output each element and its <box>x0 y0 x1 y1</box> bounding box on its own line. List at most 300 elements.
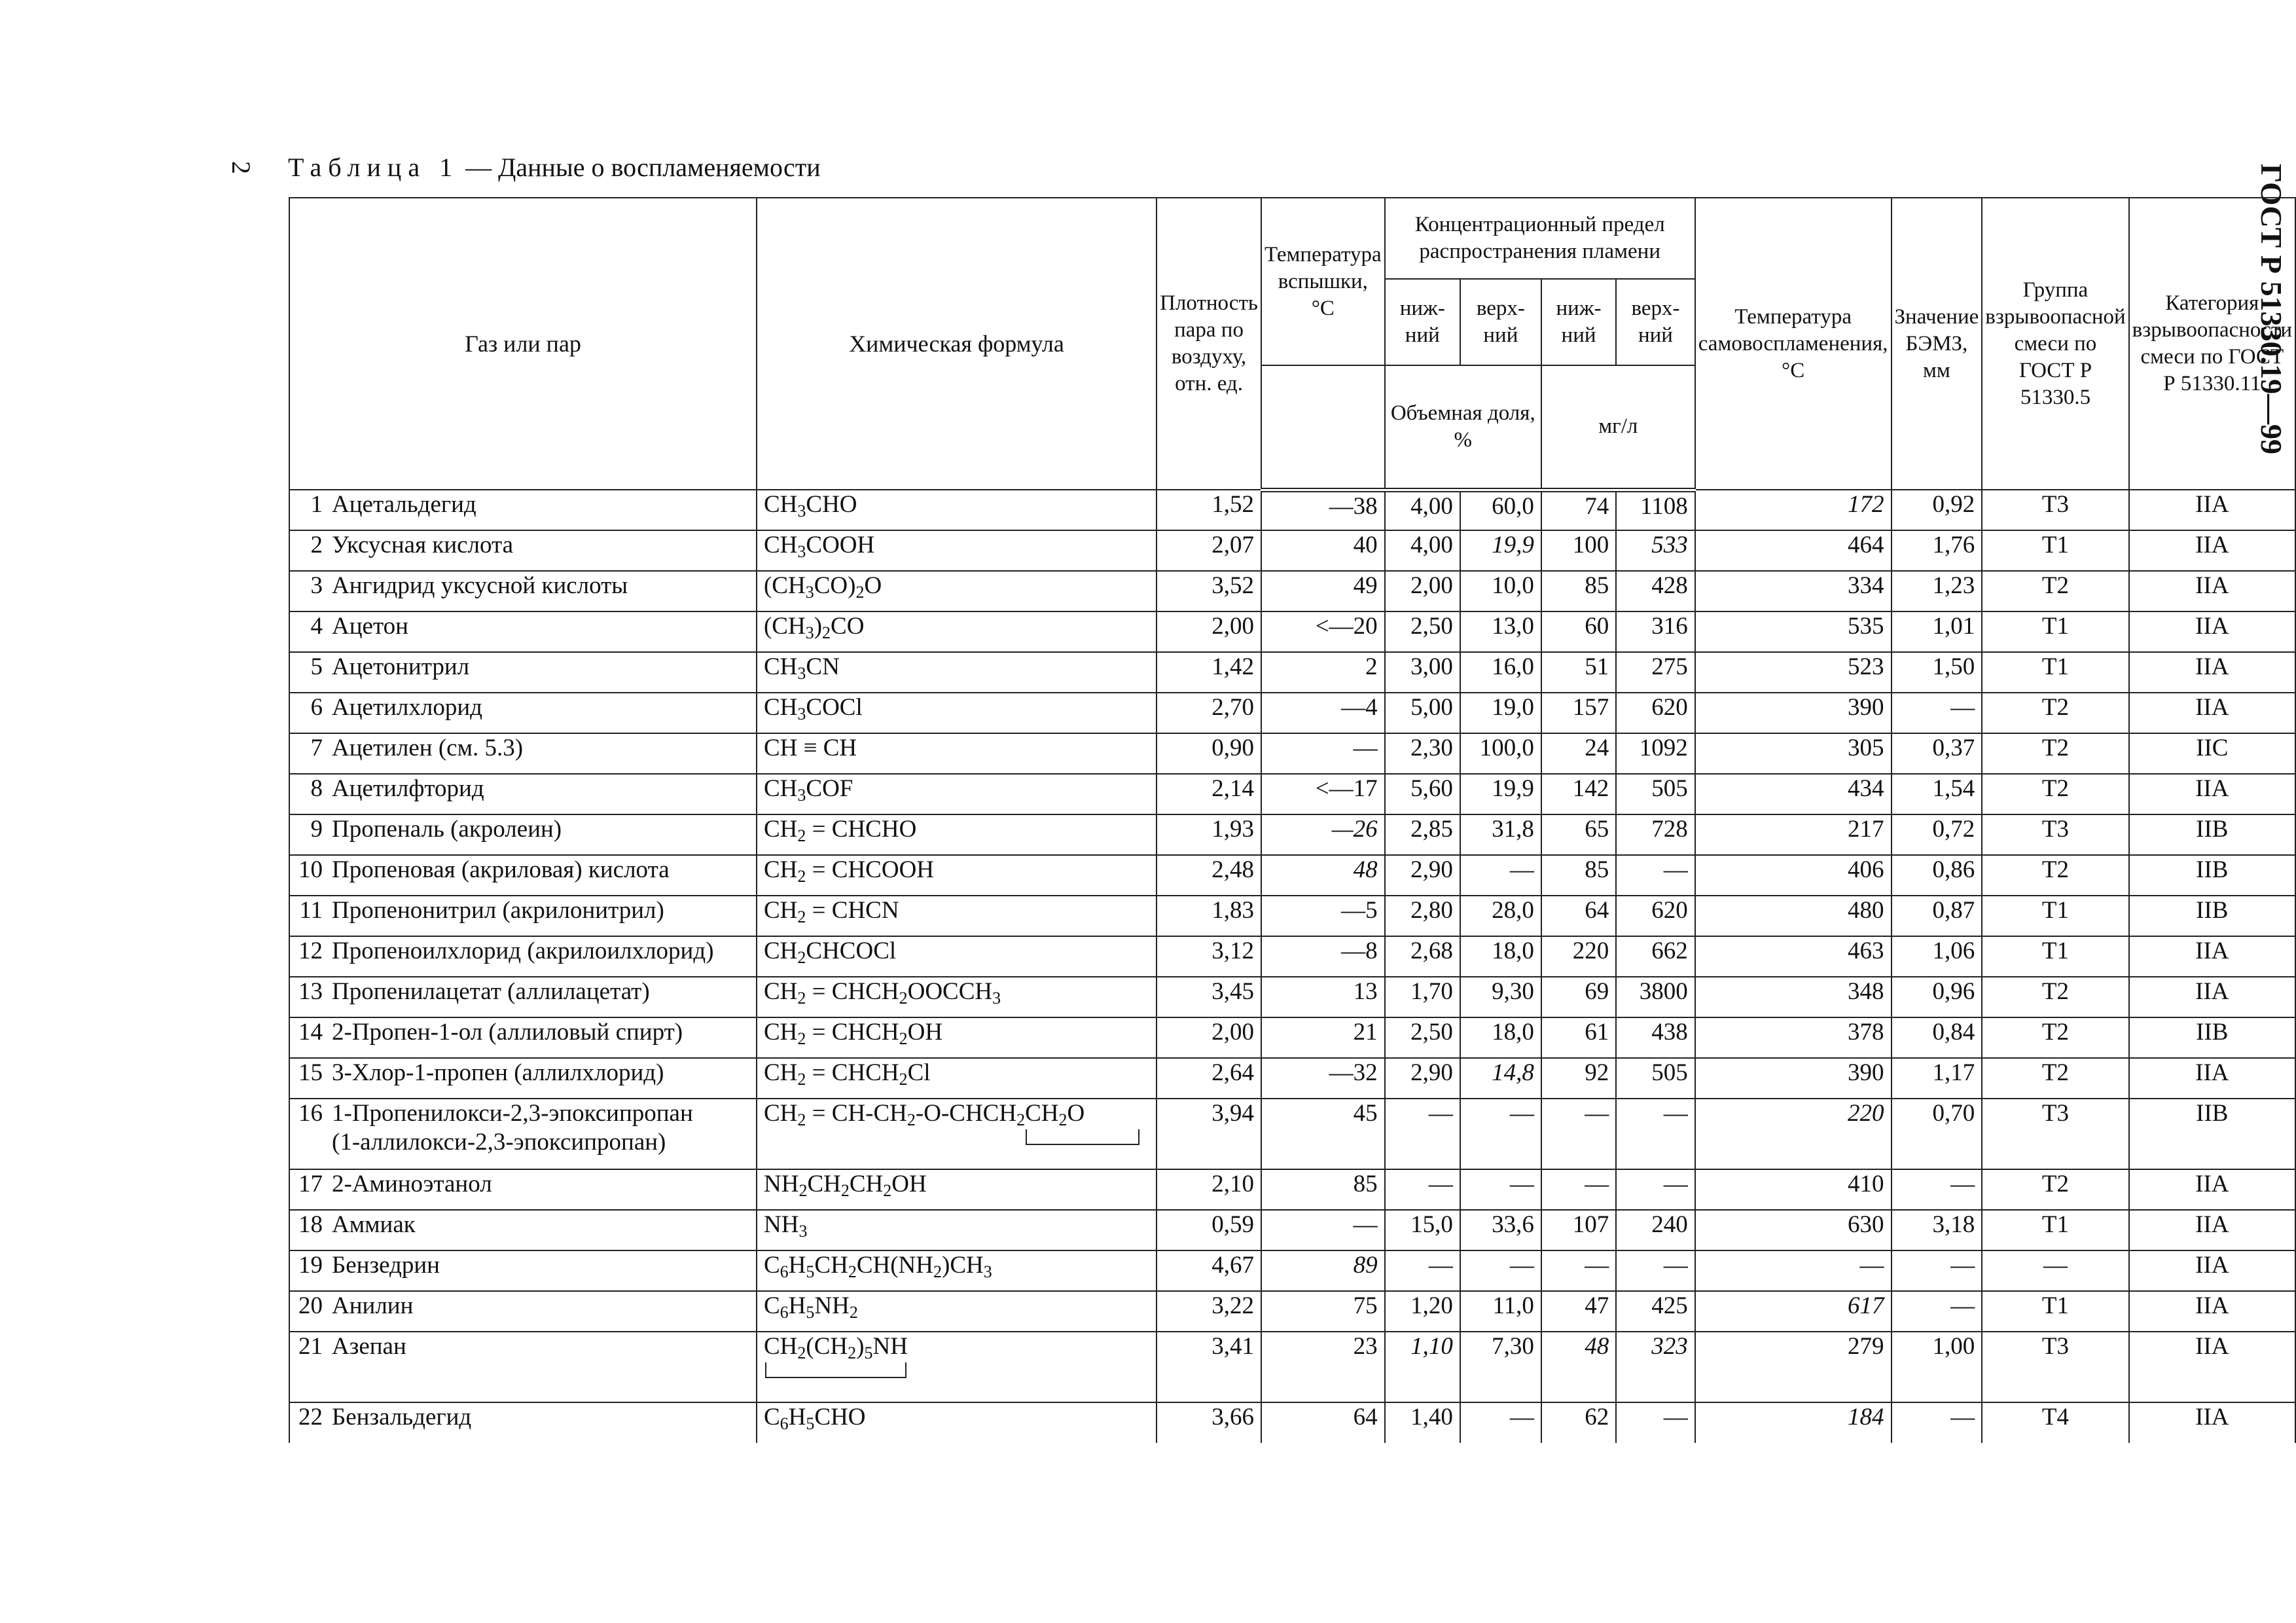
table-row <box>289 1058 2295 1099</box>
row-number: 16 <box>298 1100 323 1127</box>
cell-mg-high: 1108 <box>1616 490 1695 530</box>
cell-formula <box>757 1169 1157 1210</box>
cell-gas-name <box>289 1402 757 1443</box>
gas-name: Пропеноилхлорид (акрилоилхлорид) <box>332 938 714 964</box>
row-number: 3 <box>310 572 323 599</box>
cell-vol-high: 7,30 <box>1460 1332 1541 1402</box>
cell-density: 2,64 <box>1157 1058 1261 1099</box>
cell-formula <box>757 896 1157 936</box>
row-number: 4 <box>310 613 323 640</box>
cell-flash: —4 <box>1261 693 1385 733</box>
cell-cat: IIB <box>2129 896 2295 936</box>
cell-formula <box>757 571 1157 611</box>
row-number: 9 <box>310 816 323 843</box>
cell-mg-high: 323 <box>1616 1332 1695 1402</box>
cell-formula <box>757 977 1157 1017</box>
cell-vol-low: 5,60 <box>1385 774 1460 814</box>
cell-bemz: 1,54 <box>1892 774 1982 814</box>
cell-mg-low: 64 <box>1541 896 1616 936</box>
cell-mg-low: 62 <box>1541 1402 1616 1443</box>
table-row <box>289 611 2295 652</box>
cell-vol-high: 33,6 <box>1460 1210 1541 1250</box>
cell-vol-low: 2,68 <box>1385 936 1460 977</box>
cell-cat: IIA <box>2129 1210 2295 1250</box>
cell-vol-low: 1,20 <box>1385 1291 1460 1332</box>
cell-mg-low: 74 <box>1541 490 1616 530</box>
cell-mg-high: 428 <box>1616 571 1695 611</box>
cell-mg-high: 275 <box>1616 652 1695 693</box>
cell-vol-high: 60,0 <box>1460 490 1541 530</box>
gas-name: Бензедрин <box>332 1252 440 1279</box>
cell-cat: IIA <box>2129 1250 2295 1291</box>
cell-group: T3 <box>1982 1099 2128 1169</box>
table-row <box>289 814 2295 855</box>
row-number: 21 <box>298 1333 323 1360</box>
cell-auto: 378 <box>1695 1017 1892 1058</box>
header-group: Группа взрывоопасной смеси по ГОСТ Р 51330.5 <box>1982 198 2128 490</box>
cell-formula <box>757 1099 1157 1169</box>
cell-density: 1,93 <box>1157 814 1261 855</box>
cell-formula <box>757 936 1157 977</box>
cell-formula <box>757 652 1157 693</box>
table-row <box>289 936 2295 977</box>
cell-flash: —8 <box>1261 936 1385 977</box>
header-category: Категория взрывоопасности смеси по ГОСТ Р 51330.11 <box>2129 198 2295 490</box>
cell-auto: 480 <box>1695 896 1892 936</box>
cell-cat: IIA <box>2129 571 2295 611</box>
cell-flash: 13 <box>1261 977 1385 1017</box>
cell-group: T1 <box>1982 1291 2128 1332</box>
chemical-formula: $CH_3COF$ <box>763 775 853 805</box>
cell-mg-low: 47 <box>1541 1291 1616 1332</box>
cell-bemz: 1,06 <box>1892 936 1982 977</box>
cell-bemz: 3,18 <box>1892 1210 1982 1250</box>
cell-group: T4 <box>1982 1402 2128 1443</box>
gas-name: Пропеновая (акриловая) кислота <box>332 856 670 883</box>
cell-cat: IIA <box>2129 530 2295 571</box>
gas-name: Пропенонитрил (акрилонитрил) <box>332 897 664 924</box>
cell-vol-low: 2,00 <box>1385 571 1460 611</box>
cell-vol-high: 14,8 <box>1460 1058 1541 1099</box>
cell-density: 1,52 <box>1157 490 1261 530</box>
row-number: 20 <box>298 1292 323 1319</box>
cell-density: 2,00 <box>1157 1017 1261 1058</box>
cell-auto: 184 <box>1695 1402 1892 1443</box>
cell-mg-low: 65 <box>1541 814 1616 855</box>
cell-group: T1 <box>1982 896 2128 936</box>
cell-bemz: — <box>1892 1169 1982 1210</box>
cell-mg-high: 728 <box>1616 814 1695 855</box>
cell-vol-high: 18,0 <box>1460 1017 1541 1058</box>
cell-bemz: 1,23 <box>1892 571 1982 611</box>
cell-auto: 348 <box>1695 977 1892 1017</box>
chemical-formula: $NH_3$ <box>763 1211 808 1241</box>
table-row <box>289 652 2295 693</box>
gas-name: Ацетонитрил <box>332 653 470 680</box>
chemical-formula: $CH_2$ = CHCN <box>763 897 899 926</box>
cell-vol-low: 2,50 <box>1385 611 1460 652</box>
table-row <box>289 1099 2295 1169</box>
cell-vol-low: 2,90 <box>1385 1058 1460 1099</box>
cell-flash: 21 <box>1261 1017 1385 1058</box>
cell-mg-low: 61 <box>1541 1017 1616 1058</box>
cell-mg-high: 438 <box>1616 1017 1695 1058</box>
cell-gas-name <box>289 1017 757 1058</box>
cell-gas-name <box>289 855 757 896</box>
gas-name: 1-Пропенилокси-2,3-эпоксипропан <box>332 1100 693 1127</box>
chemical-formula: CH ≡ CH <box>763 735 857 761</box>
gas-name: Азепан <box>332 1333 406 1360</box>
table-caption-prefix: Таблица 1 <box>288 153 459 182</box>
cell-vol-low: 2,85 <box>1385 814 1460 855</box>
cell-formula <box>757 1058 1157 1099</box>
cell-mg-high: 662 <box>1616 936 1695 977</box>
cell-mg-high: 240 <box>1616 1210 1695 1250</box>
cell-mg-low: 107 <box>1541 1210 1616 1250</box>
header-vol-upper: верх-ний <box>1460 279 1541 365</box>
cell-density: 2,70 <box>1157 693 1261 733</box>
cell-mg-low: 100 <box>1541 530 1616 571</box>
cell-mg-low: 85 <box>1541 855 1616 896</box>
cell-group: T2 <box>1982 1017 2128 1058</box>
cell-formula <box>757 490 1157 530</box>
cell-auto: 279 <box>1695 1332 1892 1402</box>
cell-group: T2 <box>1982 1169 2128 1210</box>
cell-mg-low: 142 <box>1541 774 1616 814</box>
flammability-table <box>289 197 2296 1443</box>
row-number: 11 <box>299 897 323 924</box>
ring-bracket-icon <box>765 1362 906 1378</box>
cell-gas-name <box>289 611 757 652</box>
cell-auto: 463 <box>1695 936 1892 977</box>
cell-mg-low: — <box>1541 1169 1616 1210</box>
cell-density: 3,22 <box>1157 1291 1261 1332</box>
gas-name: 2-Аминоэтанол <box>332 1171 492 1197</box>
cell-vol-high: 16,0 <box>1460 652 1541 693</box>
cell-vol-low: — <box>1385 1169 1460 1210</box>
cell-formula <box>757 1291 1157 1332</box>
cell-mg-high: 533 <box>1616 530 1695 571</box>
header-gas: Газ или пар <box>289 198 757 490</box>
cell-bemz: 0,96 <box>1892 977 1982 1017</box>
cell-mg-high: — <box>1616 1099 1695 1169</box>
cell-vol-high: — <box>1460 855 1541 896</box>
cell-mg-high: 316 <box>1616 611 1695 652</box>
cell-gas-name <box>289 936 757 977</box>
cell-bemz: 1,01 <box>1892 611 1982 652</box>
cell-vol-low: 1,40 <box>1385 1402 1460 1443</box>
cell-cat: IIB <box>2129 855 2295 896</box>
cell-auto: 464 <box>1695 530 1892 571</box>
cell-vol-low: 1,70 <box>1385 977 1460 1017</box>
cell-density: 1,83 <box>1157 896 1261 936</box>
cell-auto: 617 <box>1695 1291 1892 1332</box>
cell-auto: 390 <box>1695 693 1892 733</box>
cell-density: 1,42 <box>1157 652 1261 693</box>
header-flash-point: Температура вспышки, °С <box>1261 198 1385 365</box>
cell-auto: 172 <box>1695 490 1892 530</box>
cell-vol-low: 15,0 <box>1385 1210 1460 1250</box>
cell-flash: 2 <box>1261 652 1385 693</box>
cell-group: T2 <box>1982 733 2128 774</box>
cell-cat: IIA <box>2129 1402 2295 1443</box>
cell-vol-high: 19,9 <box>1460 774 1541 814</box>
cell-flash: 23 <box>1261 1332 1385 1402</box>
cell-mg-high: 1092 <box>1616 733 1695 774</box>
cell-gas-name <box>289 1332 757 1402</box>
cell-cat: IIA <box>2129 774 2295 814</box>
cell-group: T3 <box>1982 1332 2128 1402</box>
cell-mg-low: 48 <box>1541 1332 1616 1402</box>
header-volume-fraction: Объемная доля, % <box>1385 365 1541 490</box>
cell-density: 3,45 <box>1157 977 1261 1017</box>
cell-density: 0,90 <box>1157 733 1261 774</box>
cell-gas-name <box>289 1099 757 1169</box>
header-density: Плотность пара по воздуху, отн. ед. <box>1157 198 1261 490</box>
cell-flash: 49 <box>1261 571 1385 611</box>
cell-bemz: — <box>1892 1250 1982 1291</box>
cell-gas-name <box>289 896 757 936</box>
table-caption-text: — Данные о воспламеняемости <box>459 153 821 182</box>
row-number: 6 <box>310 694 323 721</box>
cell-cat: IIA <box>2129 1291 2295 1332</box>
cell-gas-name <box>289 490 757 530</box>
cell-auto: 217 <box>1695 814 1892 855</box>
cell-formula <box>757 1402 1157 1443</box>
cell-density: 0,59 <box>1157 1210 1261 1250</box>
table-row <box>289 1291 2295 1332</box>
gas-name: Аммиак <box>332 1211 416 1238</box>
cell-flash: —26 <box>1261 814 1385 855</box>
cell-density: 2,00 <box>1157 611 1261 652</box>
cell-vol-low: — <box>1385 1250 1460 1291</box>
cell-vol-high: 100,0 <box>1460 733 1541 774</box>
cell-group: T3 <box>1982 490 2128 530</box>
cell-density: 2,48 <box>1157 855 1261 896</box>
header-bemz: Значение БЭМЗ, мм <box>1892 198 1982 490</box>
cell-bemz: 1,76 <box>1892 530 1982 571</box>
cell-bemz: — <box>1892 1402 1982 1443</box>
chemical-formula: $CH_2$ = $CHCH_2Cl$ <box>763 1059 931 1089</box>
cell-mg-low: 69 <box>1541 977 1616 1017</box>
row-number: 10 <box>298 856 323 883</box>
table-row <box>289 1210 2295 1250</box>
standard-designation: ГОСТ Р 51330.19—99 <box>2255 164 2288 454</box>
row-number: 14 <box>298 1019 323 1046</box>
cell-flash: —5 <box>1261 896 1385 936</box>
cell-group: T3 <box>1982 814 2128 855</box>
cell-cat: IIB <box>2129 814 2295 855</box>
cell-bemz: 0,84 <box>1892 1017 1982 1058</box>
cell-formula <box>757 1017 1157 1058</box>
cell-bemz: 0,87 <box>1892 896 1982 936</box>
cell-formula <box>757 774 1157 814</box>
cell-formula <box>757 611 1157 652</box>
cell-vol-low: — <box>1385 1099 1460 1169</box>
cell-vol-low: 5,00 <box>1385 693 1460 733</box>
cell-vol-low: 2,90 <box>1385 855 1460 896</box>
cell-bemz: 0,72 <box>1892 814 1982 855</box>
chemical-formula: $(CH_3CO)_2O$ <box>763 572 882 602</box>
cell-formula <box>757 814 1157 855</box>
cell-flash: — <box>1261 733 1385 774</box>
cell-bemz: 1,50 <box>1892 652 1982 693</box>
cell-gas-name <box>289 652 757 693</box>
cell-auto: 334 <box>1695 571 1892 611</box>
row-number: 13 <box>298 978 323 1005</box>
gas-name: Пропенилацетат (аллилацетат) <box>332 978 650 1005</box>
chemical-formula: $CH_3COOH$ <box>763 532 875 561</box>
row-number: 18 <box>298 1211 323 1238</box>
cell-mg-high: — <box>1616 855 1695 896</box>
chemical-formula: $NH_2CH_2CH_2OH$ <box>763 1171 927 1200</box>
gas-name: Уксусная кислота <box>332 532 514 558</box>
cell-density: 3,12 <box>1157 936 1261 977</box>
cell-cat: IIC <box>2129 733 2295 774</box>
ring-bracket-icon <box>1026 1129 1139 1145</box>
table-row <box>289 855 2295 896</box>
chemical-formula: $(CH_3)_2CO$ <box>763 613 865 642</box>
cell-vol-low: 1,10 <box>1385 1332 1460 1402</box>
cell-mg-low: 157 <box>1541 693 1616 733</box>
chemical-formula: $CH_3COCl$ <box>763 694 863 723</box>
gas-name-alt: (1-аллилокси-2,3-эпоксипропан) <box>332 1129 666 1156</box>
gas-name: Пропеналь (акролеин) <box>332 816 562 843</box>
cell-vol-low: 2,80 <box>1385 896 1460 936</box>
table-row <box>289 571 2295 611</box>
cell-gas-name <box>289 1058 757 1099</box>
chemical-formula: $CH_2$ = $CH-CH_2-O-CHCH_2CH_2O$ <box>763 1100 1085 1129</box>
cell-gas-name <box>289 693 757 733</box>
cell-cat: IIB <box>2129 1017 2295 1058</box>
header-mg-upper: верх-ний <box>1616 279 1695 365</box>
row-number: 22 <box>298 1404 323 1431</box>
cell-vol-high: 28,0 <box>1460 896 1541 936</box>
cell-group: T2 <box>1982 855 2128 896</box>
cell-gas-name <box>289 1210 757 1250</box>
cell-vol-low: 3,00 <box>1385 652 1460 693</box>
gas-name: 2-Пропен-1-ол (аллиловый спирт) <box>332 1019 683 1046</box>
gas-name: Ацетальдегид <box>332 491 476 518</box>
table-row <box>289 1250 2295 1291</box>
cell-auto: 523 <box>1695 652 1892 693</box>
cell-group: T1 <box>1982 611 2128 652</box>
cell-vol-low: 4,00 <box>1385 490 1460 530</box>
cell-bemz: 0,92 <box>1892 490 1982 530</box>
header-formula: Химическая формула <box>757 198 1157 490</box>
gas-name: 3-Хлор-1-пропен (аллилхлорид) <box>332 1059 664 1086</box>
cell-mg-high: 620 <box>1616 693 1695 733</box>
cell-gas-name <box>289 774 757 814</box>
gas-name: Анилин <box>332 1292 414 1319</box>
cell-vol-high: 10,0 <box>1460 571 1541 611</box>
cell-density: 3,41 <box>1157 1332 1261 1402</box>
cell-vol-high: 31,8 <box>1460 814 1541 855</box>
cell-auto: 535 <box>1695 611 1892 652</box>
cell-vol-high: 11,0 <box>1460 1291 1541 1332</box>
chemical-formula: $CH_2$ = CHCHO <box>763 816 917 845</box>
cell-flash: —38 <box>1261 490 1385 530</box>
table-row <box>289 896 2295 936</box>
cell-flash: <—17 <box>1261 774 1385 814</box>
cell-auto: 220 <box>1695 1099 1892 1169</box>
cell-density: 2,10 <box>1157 1169 1261 1210</box>
table-row <box>289 1169 2295 1210</box>
cell-gas-name <box>289 530 757 571</box>
cell-density: 4,67 <box>1157 1250 1261 1291</box>
cell-auto: 410 <box>1695 1169 1892 1210</box>
header-limits-group: Концентрационный предел распространения пламени <box>1385 198 1695 279</box>
cell-formula <box>757 530 1157 571</box>
header-mg-l: мг/л <box>1541 365 1695 490</box>
cell-bemz: 0,70 <box>1892 1099 1982 1169</box>
chemical-formula: $CH_2CHCOCl$ <box>763 938 897 967</box>
cell-auto: 406 <box>1695 855 1892 896</box>
cell-gas-name <box>289 814 757 855</box>
cell-formula <box>757 733 1157 774</box>
cell-mg-high: — <box>1616 1169 1695 1210</box>
cell-vol-low: 4,00 <box>1385 530 1460 571</box>
cell-group: T2 <box>1982 977 2128 1017</box>
cell-cat: IIA <box>2129 936 2295 977</box>
chemical-formula: $CH_2$ = $CHCH_2OOCCH_3$ <box>763 978 1001 1008</box>
cell-group: T1 <box>1982 936 2128 977</box>
cell-formula <box>757 693 1157 733</box>
cell-auto: 305 <box>1695 733 1892 774</box>
gas-name: Бензальдегид <box>332 1404 472 1431</box>
cell-formula <box>757 1332 1157 1402</box>
row-number: 2 <box>310 532 323 558</box>
cell-vol-high: 19,0 <box>1460 693 1541 733</box>
cell-flash: 89 <box>1261 1250 1385 1291</box>
cell-bemz: 0,86 <box>1892 855 1982 896</box>
cell-formula <box>757 855 1157 896</box>
cell-flash: 75 <box>1261 1291 1385 1332</box>
cell-flash: 85 <box>1261 1169 1385 1210</box>
cell-bemz: — <box>1892 1291 1982 1332</box>
gas-name: Ацетилен (см. 5.3) <box>332 735 524 761</box>
cell-bemz: 1,17 <box>1892 1058 1982 1099</box>
table-caption <box>288 155 821 181</box>
table-row <box>289 1402 2295 1443</box>
cell-auto: 434 <box>1695 774 1892 814</box>
cell-mg-high: — <box>1616 1250 1695 1291</box>
cell-group: T2 <box>1982 693 2128 733</box>
cell-cat: IIA <box>2129 652 2295 693</box>
cell-vol-low: 2,50 <box>1385 1017 1460 1058</box>
chemical-formula: $CH_2$ = $CHCH_2OH$ <box>763 1019 943 1048</box>
table-row <box>289 1332 2295 1402</box>
row-number: 7 <box>310 735 323 761</box>
cell-group: T2 <box>1982 1058 2128 1099</box>
cell-vol-high: — <box>1460 1250 1541 1291</box>
row-number: 5 <box>310 653 323 680</box>
gas-name: Ацетилхлорид <box>332 694 482 721</box>
cell-density: 2,14 <box>1157 774 1261 814</box>
cell-auto: 390 <box>1695 1058 1892 1099</box>
table-row <box>289 530 2295 571</box>
cell-mg-low: 60 <box>1541 611 1616 652</box>
cell-gas-name <box>289 1169 757 1210</box>
chemical-formula: $C_6H_5CHO$ <box>763 1404 866 1433</box>
cell-flash: 40 <box>1261 530 1385 571</box>
table-row <box>289 1017 2295 1058</box>
cell-mg-low: 220 <box>1541 936 1616 977</box>
cell-group: T1 <box>1982 652 2128 693</box>
cell-bemz: 1,00 <box>1892 1332 1982 1402</box>
cell-gas-name <box>289 1250 757 1291</box>
cell-vol-high: — <box>1460 1402 1541 1443</box>
